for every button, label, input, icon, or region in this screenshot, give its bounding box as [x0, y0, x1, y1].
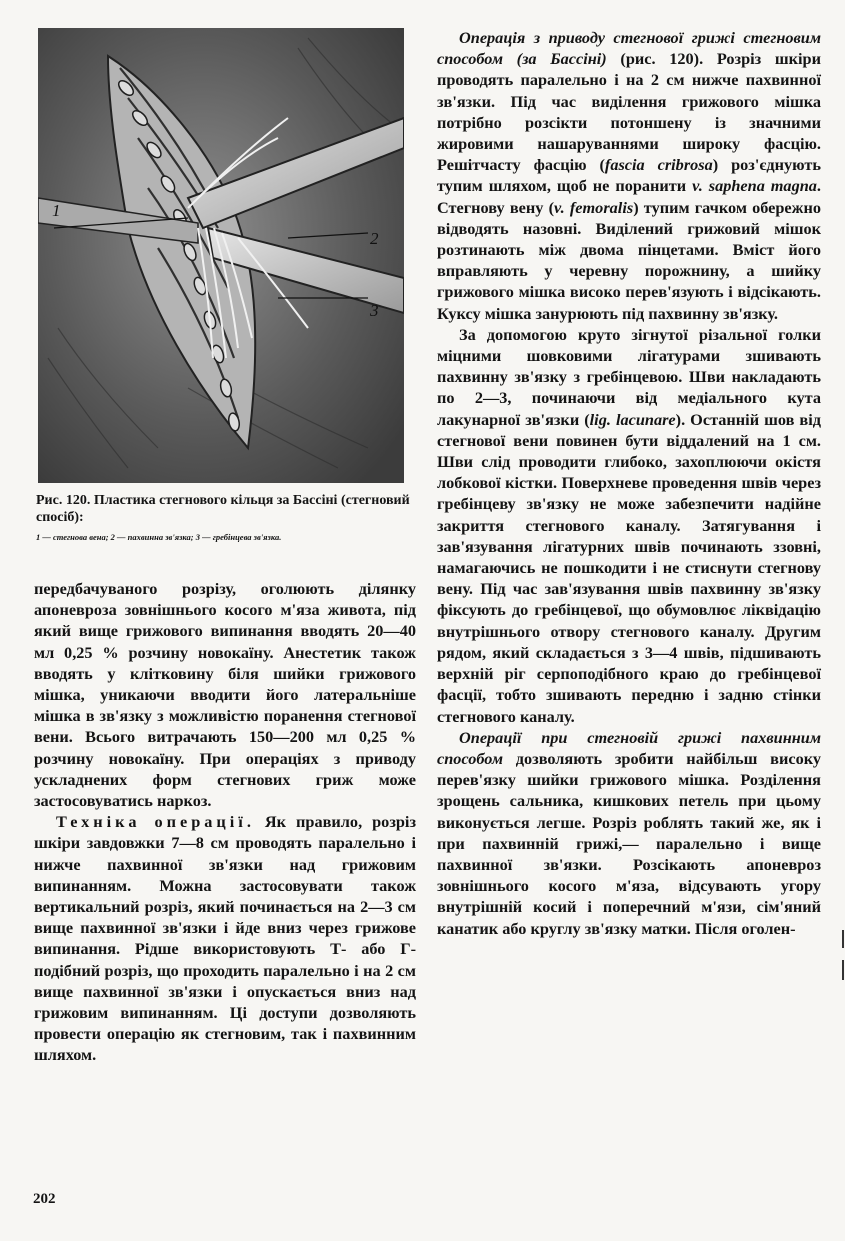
right-paragraph-1: [437, 27, 821, 324]
paragraph-text: ) роз'єднують тупим шляхом, щоб не поранити: [437, 155, 821, 196]
latin-term: v. femoralis: [553, 197, 634, 217]
paragraph-text: ) тупим гачком обережно відводять назовні. Виділений грижовий мішок розтинають між двома пінцетами. Вміст його вправляють у черевну порожнину, а шийку грижового мішка високо перев'язують і відсікають. Куксу мішка занурюють під пахвинну зв'язку.: [437, 197, 821, 323]
left-paragraph-1: передбачуваного розрізу, оголюють ділянку апоневроза зовнішнього косого м'яза живота, під який вище грижового випинання вводять 20—40 мл 0,25 % розчину новокаїну. Анестетик також вводять у клітковину біля шийки грижового мішка, уникаючи вводити його латеральніше мішка в зв'язку з можливістю поранення стегнової вени. Всього витрачають 150—200 мл 0,25 % розчину новокаїну. При операціях з приводу ускладнених форм стегнових гриж може застосовуватись наркоз.: [34, 579, 416, 811]
latin-term: v. saphena magna: [692, 176, 817, 196]
paragraph-text: За допомогою круто зігнутої різальної голки міцними шовковими лігатурами зшивають пахвинну зв'язку з гребінцевою. Шви накладають по 2—3, починаючи від медіального кута лакунарної зв'язки (: [437, 324, 821, 429]
surgical-illustration: [38, 28, 404, 483]
latin-term: fascia cribrosa: [604, 155, 713, 175]
paragraph-text: ). Останній шов від стегнової вени повинен бути віддалений на 1 см. Шви слід проводити глибоко, захоплюючи окістя лобкової кістки. Поверхневе проведення швів через гребінцеву зв'язку не може забезпечити надійне закриття стегнового каналу. Затягування і зав'язування лігатурних швів починають ззовні, намагаючись не пошкодити і не стиснути стегнову вену. Під час зав'язування швів пахвинну зв'язку фіксують до гребінцевої, що обумовлює ліквідацію внутрішнього отвору стегнового каналу. Другим рядом, який складається з 3—4 швів, підшивають верхній ріг серпоподібного краю до гребінцевої фасції, тобто зшивають передню і задню стінки стегнового каналу.: [437, 409, 821, 726]
bassini-operation-title: Операція з приводу стегнової грижі стегновим способом (за Бассіні): [437, 28, 821, 69]
left-text-column: [34, 578, 416, 1066]
figure-label-1: 1: [52, 201, 61, 220]
paragraph-text: (рис. 120). Розріз шкіри проводять паралельно і на 2 см нижче пахвинної зв'язки. Під час виділення грижового мішка потрібно розсікти потоншену із значними жировими нашаруваннями широку фасцію. Решітчасту фасцію (: [437, 49, 821, 175]
figure-caption: [36, 492, 416, 543]
paragraph-text: . Стегнову вену (: [437, 176, 821, 217]
right-paragraph-2: [437, 324, 821, 727]
margin-mark: [842, 930, 844, 948]
surgical-figure: [38, 28, 404, 483]
left-paragraph-2: [34, 811, 416, 1065]
paragraph-text: дозволяють зробити найбільш високу перев'язку шийки грижового мішка. Розділення зрощень сальника, кишкових петель при цьому виконується легше. Розріз роблять такий же, як і при пахвинній грижі,— паралельно і вище пахвинної зв'язки. Розсікають апоневроз зовнішнього косого м'яза, відсувають угору внутрішній косий і поперечний м'язи, сім'яний канатик або круглу зв'язку матки. Після оголен-: [437, 748, 821, 938]
figure-label-2: 2: [370, 229, 379, 248]
latin-term: lig. lacunare: [589, 409, 676, 429]
technique-heading: Техніка операції.: [56, 812, 255, 832]
inguinal-method-title: Операції при стегновій грижі пахвинним способом: [437, 727, 821, 768]
figure-label-3: 3: [370, 301, 379, 320]
right-text-column: [437, 27, 821, 939]
right-paragraph-3: [437, 727, 821, 939]
margin-mark: [842, 960, 844, 980]
technique-text: Як правило, розріз шкіри завдовжки 7—8 см проводять паралельно і нижче пахвинної зв'язки над грижовим випинанням. Можна застосовувати також вертикальний розріз, який починається на 2—3 см вище пахвинної зв'язки і йде вниз через грижове випинання. Рідше використовують Т- або Г-подібний розріз, що проходить паралельно і на 2 см вище пахвинної зв'язки і опускається вниз над грижовим випинанням. Ці доступи дозволяють провести операцію як стегновим, так і пахвинним шляхом.: [34, 812, 416, 1065]
caption-legend: 1 — стегнова вена; 2 — пахвинна зв'язка; 3 — гребінцева зв'язка.: [36, 532, 282, 542]
page-number: 202: [33, 1191, 56, 1207]
caption-title: Рис. 120. Пластика стегнового кільця за Бассіні (стегновий спосіб):: [36, 493, 410, 525]
